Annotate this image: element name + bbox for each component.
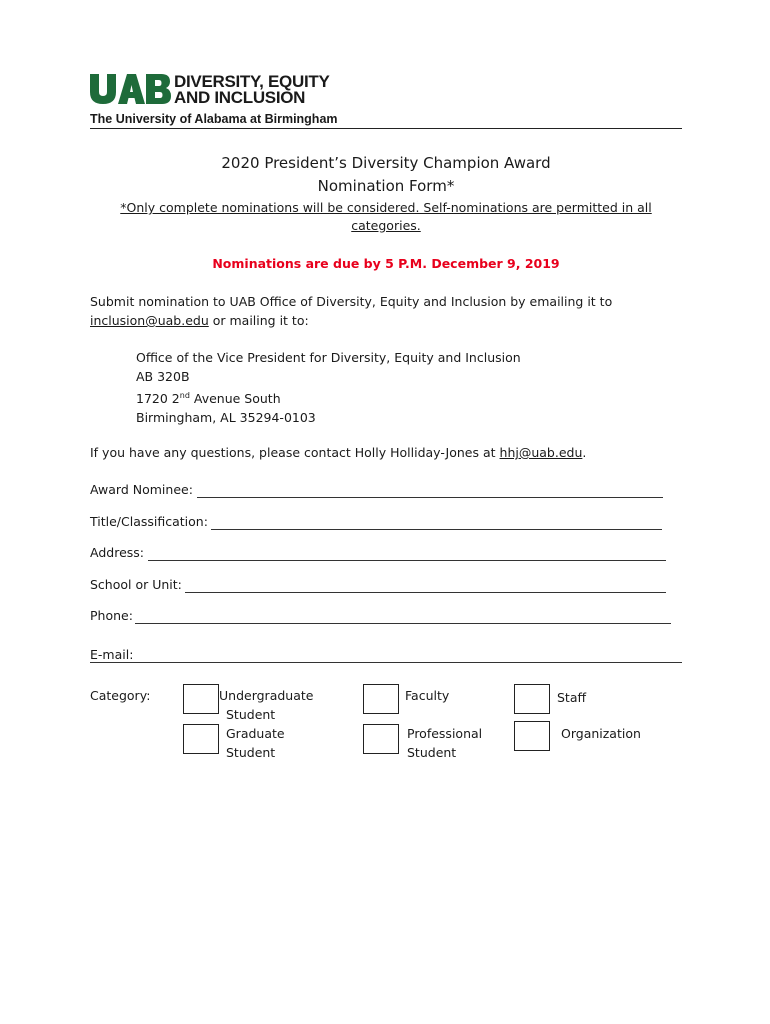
undergraduate-label: Undergraduate [219,688,314,703]
eligibility-note-line-1: *Only complete nominations will be considered. Self-nominations are permitted in all [120,200,652,215]
category-label: Category: [90,688,151,703]
undergraduate-student-option [219,686,313,724]
logo-line-2: AND INCLUSION [174,88,306,107]
graduate-label: Graduate [226,726,285,741]
staff-label: Staff [557,690,587,705]
email-input[interactable] [90,662,682,663]
submission-instructions [90,292,682,330]
professional-label: Professional [407,726,483,741]
title-classification-input[interactable] [211,529,662,530]
submission-line-2 [90,311,682,330]
mailing-address [136,348,521,427]
undergraduate-student-checkbox[interactable] [183,684,219,714]
institution-name: The University of Alabama at Birmingham [90,112,338,126]
award-nominee-input[interactable] [197,497,663,498]
logo-wordmark [174,74,330,106]
due-date-notice: Nominations are due by 5 P.M. December 9, 2019 [212,256,560,271]
questions-end: . [582,445,587,460]
uab-logo-icon [90,74,172,104]
uab-logo [90,74,172,108]
phone-input[interactable] [135,623,671,624]
graduate-student-option [226,724,285,762]
professional-student-label: Student [407,745,457,760]
professional-student-checkbox[interactable] [363,724,399,754]
professional-student-option [407,724,482,762]
graduate-student-label: Student [226,745,276,760]
form-title-line-1: 2020 President’s Diversity Champion Award [221,154,551,172]
address-line-3-post: Avenue South [189,391,281,407]
staff-checkbox[interactable] [514,684,550,714]
address-line-3-pre: 1720 2 [136,391,180,407]
organization-checkbox[interactable] [514,721,550,751]
organization-label: Organization [561,726,641,741]
faculty-checkbox[interactable] [363,684,399,714]
title-classification-label: Title/Classification: [90,514,208,529]
address-line-3-sup: nd [179,391,190,400]
submission-line-1: Submit nomination to UAB Office of Diversity, Equity and Inclusion by emailing it to [90,294,613,309]
questions-text: If you have any questions, please contact Holly Holliday-Jones at [90,445,500,460]
faculty-label: Faculty [405,688,450,703]
header-divider [90,128,682,129]
address-line-3 [136,386,521,408]
eligibility-note-line-2: categories. [351,218,421,233]
school-unit-input[interactable] [185,592,666,593]
address-input[interactable] [148,560,666,561]
phone-label: Phone: [90,608,133,623]
address-line-2: AB 320B [136,369,190,384]
contact-email-link[interactable]: hhj@uab.edu [499,445,583,460]
school-unit-label: School or Unit: [90,577,182,592]
submission-line-2-rest: or mailing it to: [208,313,309,328]
graduate-student-checkbox[interactable] [183,724,219,754]
form-title-line-2: Nomination Form* [317,177,455,195]
award-nominee-label: Award Nominee: [90,482,193,497]
address-line-4: Birmingham, AL 35294-0103 [136,410,316,426]
logo-line-1: DIVERSITY, EQUITY [174,72,330,91]
email-label: E-mail: [90,647,134,662]
inclusion-email-link[interactable]: inclusion@uab.edu [90,313,209,328]
undergraduate-student-label: Student [226,707,276,722]
questions-contact [90,443,682,462]
address-line-1: Office of the Vice President for Diversity, Equity and Inclusion [136,350,521,365]
address-label: Address: [90,545,144,560]
